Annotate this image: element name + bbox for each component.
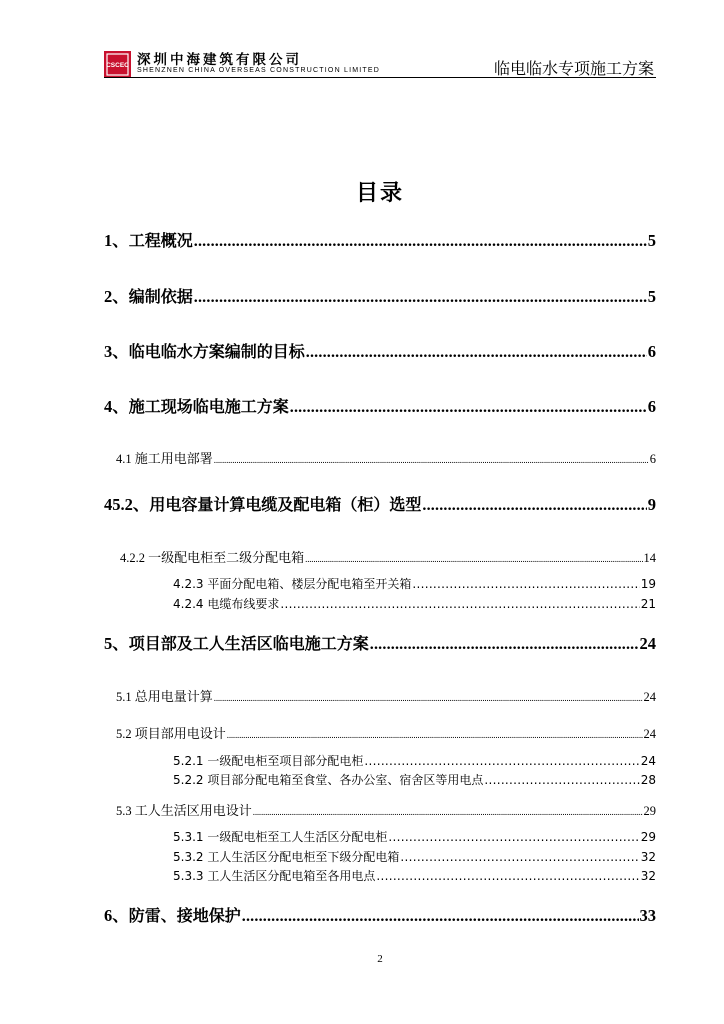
dot-leader [376,869,639,883]
dot-leader [290,399,647,417]
dot-leader [280,597,639,611]
logo-text: CSCEC [106,62,129,69]
toc-entry-page: 6 [649,452,656,466]
toc-entry-number: 4、 [104,397,129,416]
toc-entry-number: 5.3 [116,804,135,818]
toc-entry-number: 5.1 [116,690,135,704]
toc-entry-number: 6、 [104,906,129,925]
toc-entry[interactable] [104,491,656,515]
toc-entry-number: 45.2、 [104,495,150,514]
dot-leader [305,554,642,564]
toc-entry-page: 19 [640,577,656,591]
toc-entry-text: 5.2.1 一级配电柜至项目部分配电柜 [173,754,364,768]
dot-leader [400,850,639,864]
toc-entry-page: 32 [640,869,656,883]
page-number: 2 [377,953,383,965]
toc-entry-page: 5 [647,231,656,250]
toc-entry[interactable] [173,828,656,845]
dot-leader [214,455,649,465]
toc-entry-text: 项目部用电设计 [134,727,226,742]
toc-entry[interactable] [173,867,656,884]
company-logo [104,51,131,78]
toc-entry-page: 28 [640,773,656,787]
company-name-cn: 深圳中海建筑有限公司 [137,52,302,68]
toc-entry-page: 24 [640,754,656,768]
toc-entry[interactable] [173,752,656,769]
dot-leader [227,730,643,740]
toc-entry-text: 防雷、接地保护 [128,906,241,925]
toc-entry-number: 2、 [104,287,129,306]
toc-entry-text: 一级配电柜至二级分配电箱 [148,551,305,566]
toc-entry-text: 编制依据 [128,287,193,306]
dot-leader [370,636,639,654]
toc-entry[interactable] [173,771,656,788]
toc-entry-text: 5.3.2 工人生活区分配电柜至下级分配电箱 [173,850,400,864]
company-name-en: SHENZNEN CHINA OVERSEAS CONSTRUCTION LIMITED [137,67,380,74]
dot-leader [242,908,639,926]
dot-leader [422,497,646,515]
toc-entry[interactable] [104,902,656,926]
toc-entry-page: 24 [643,727,656,741]
page-header [104,46,656,78]
toc-entry-number: 5、 [104,634,129,653]
toc-title: 目录 [355,181,404,206]
document-title: 临电临水专项施工方案 [493,59,654,78]
toc-entry[interactable] [116,448,656,467]
toc-entry[interactable] [104,227,656,251]
toc-entry-page: 9 [647,495,656,514]
toc-entry[interactable] [173,595,656,612]
toc-entry[interactable] [116,723,656,742]
toc-entry[interactable] [104,393,656,417]
toc-entry[interactable] [104,338,656,362]
dot-leader [253,807,643,817]
toc-entry-page: 5 [647,287,656,306]
toc-entry-number: 4.1 [116,452,135,466]
toc-entry[interactable] [104,630,656,654]
dot-leader [194,289,647,307]
cscec-logo-icon [104,51,131,78]
toc-entry-text: 5.3.1 一级配电柜至工人生活区分配电柜 [173,830,388,844]
toc-entry[interactable] [116,686,656,705]
toc-entry[interactable] [120,547,656,566]
toc-entry-text: 4.2.3 平面分配电箱、楼层分配电箱至开关箱 [173,577,412,591]
toc-entry-text: 5.3.3 工人生活区分配电箱至各用电点 [173,869,376,883]
dot-leader [194,233,647,251]
toc-entry[interactable] [173,848,656,865]
toc-entry-page: 14 [643,551,656,565]
toc-entry-text: 临电临水方案编制的目标 [128,342,305,361]
toc-entry-text: 施工现场临电施工方案 [128,397,289,416]
toc-entry-text: 总用电量计算 [134,690,213,705]
toc-entry-page: 6 [647,342,656,361]
toc-entry-page: 24 [639,634,656,653]
toc-entry-number: 3、 [104,342,129,361]
toc-entry-number: 4.2.2 [120,551,149,565]
dot-leader [412,577,639,591]
toc-entry-page: 29 [640,830,656,844]
toc-entry-text: 施工用电部署 [134,452,213,467]
dot-leader [306,344,647,362]
toc-entry-number: 1、 [104,231,129,250]
toc-entry-text: 项目部及工人生活区临电施工方案 [128,634,369,653]
toc-entry-text: 工人生活区用电设计 [134,804,252,819]
toc-entry[interactable] [173,575,656,592]
toc-entry-page: 29 [643,804,656,818]
header-divider [104,77,656,78]
toc-entry-page: 33 [639,906,656,925]
toc-entry-page: 6 [647,397,656,416]
toc-entry-page: 32 [640,850,656,864]
toc-entry-page: 24 [643,690,656,704]
toc-entry-text: 工程概况 [128,231,193,250]
toc-entry-number: 5.2 [116,727,135,741]
toc-entry-text: 用电容量计算电缆及配电箱（柜）选型 [149,495,422,514]
toc-entry-text: 5.2.2 项目部分配电箱至食堂、各办公室、宿舍区等用电点 [173,773,484,787]
dot-leader [214,693,643,703]
toc-entry[interactable] [116,800,656,819]
dot-leader [388,830,639,844]
toc-entry-page: 21 [640,597,656,611]
dot-leader [364,754,639,768]
dot-leader [484,773,639,787]
toc-entry-text: 4.2.4 电缆布线要求 [173,597,280,611]
toc-entry[interactable] [104,283,656,307]
